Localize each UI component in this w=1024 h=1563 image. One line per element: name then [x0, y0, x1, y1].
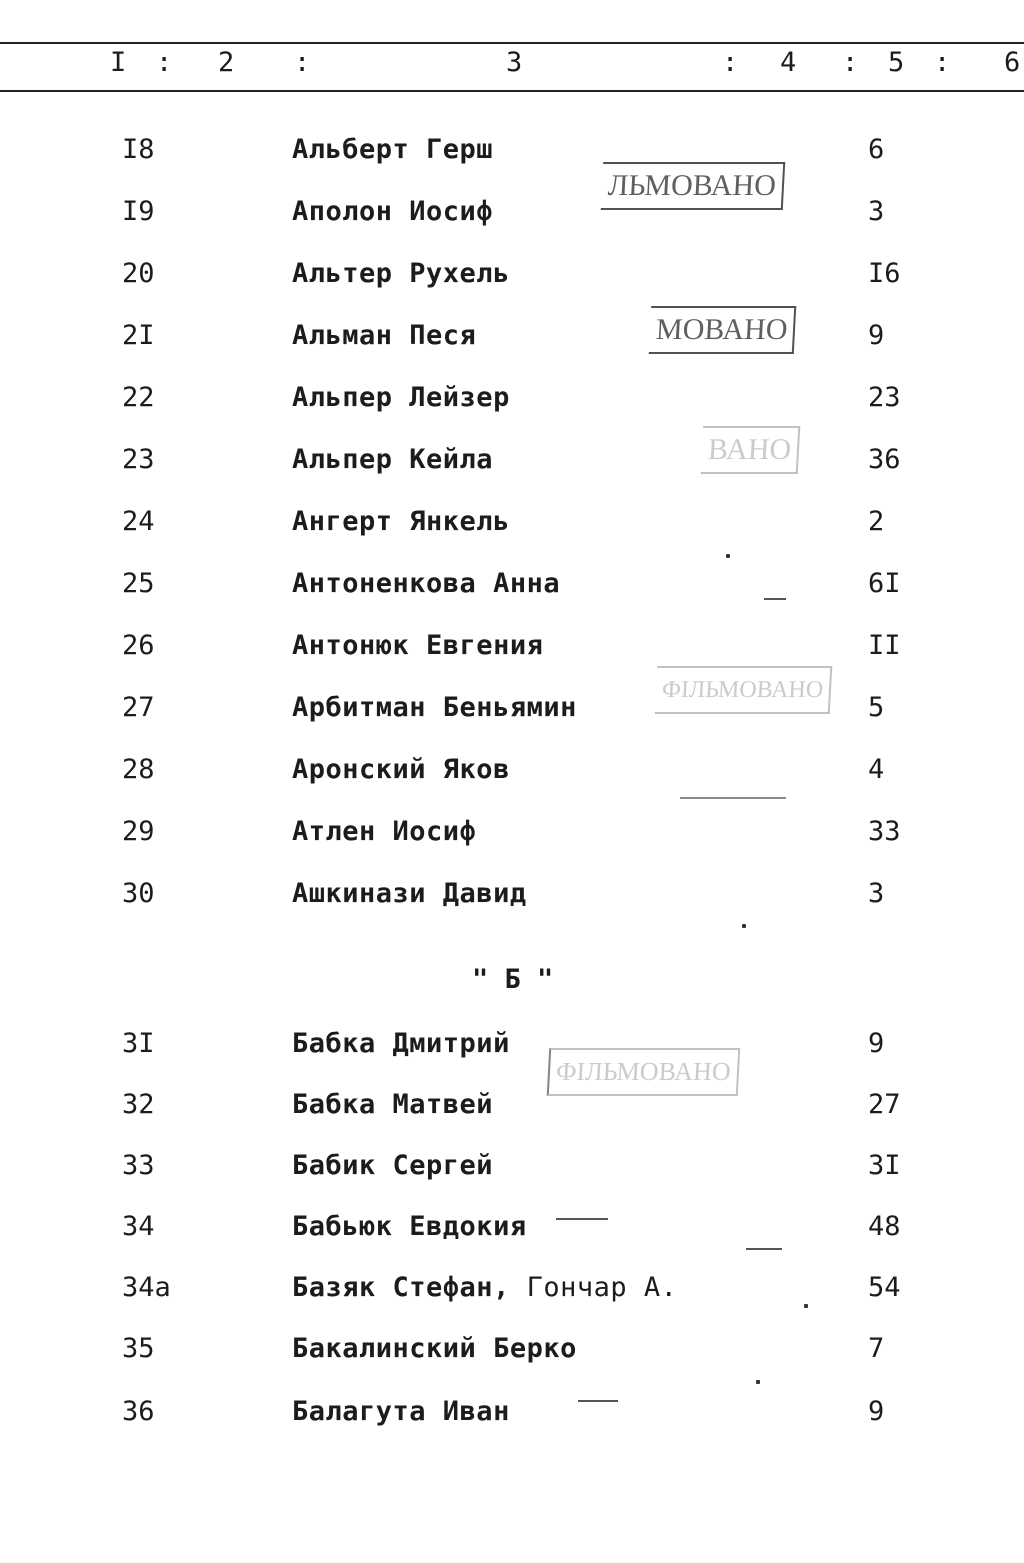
column-separator: :	[722, 47, 739, 78]
person-name: Ангерт Янкель	[292, 506, 510, 537]
list-row	[0, 1146, 1024, 1186]
row-count: 2	[868, 506, 885, 537]
list-row	[0, 254, 1024, 294]
column-separator: :	[842, 47, 859, 78]
list-row	[0, 192, 1024, 232]
person-name: Ашкинази Давид	[292, 878, 527, 909]
header-bottom-rule	[0, 90, 1024, 92]
person-name: Альпер Лейзер	[292, 382, 510, 413]
row-count: 3	[868, 878, 885, 909]
ink-dash	[556, 1218, 608, 1220]
archive-stamp: ВАНО	[701, 426, 801, 474]
row-number: 24	[122, 506, 155, 537]
row-count: II	[868, 630, 901, 661]
list-row	[0, 1024, 1024, 1064]
person-name: Бакалинский Берко	[292, 1333, 577, 1364]
list-row	[0, 1392, 1024, 1432]
list-row	[0, 564, 1024, 604]
row-number: 29	[122, 816, 155, 847]
row-number: 34а	[122, 1272, 171, 1303]
person-name: Альтер Рухель	[292, 258, 510, 289]
person-name: Арбитман Беньямин	[292, 692, 577, 723]
row-number: 2I	[122, 320, 155, 351]
row-number: I8	[122, 134, 155, 165]
ink-speck	[742, 924, 746, 928]
person-name: Бабик Сергей	[292, 1150, 494, 1181]
row-count: 54	[868, 1272, 901, 1303]
list-row	[0, 688, 1024, 728]
list-row	[0, 1329, 1024, 1369]
ink-dash	[578, 1400, 618, 1402]
row-number: 36	[122, 1396, 155, 1427]
row-count: 5	[868, 692, 885, 723]
row-count: 48	[868, 1211, 901, 1242]
row-number: 3I	[122, 1028, 155, 1059]
row-count: 23	[868, 382, 901, 413]
row-number: I9	[122, 196, 155, 227]
list-row	[0, 130, 1024, 170]
list-row	[0, 626, 1024, 666]
column-3-header: 3	[506, 47, 523, 78]
row-count: 3	[868, 196, 885, 227]
list-row	[0, 874, 1024, 914]
column-separator: :	[934, 47, 951, 78]
row-count: 4	[868, 754, 885, 785]
row-number: 33	[122, 1150, 155, 1181]
list-row	[0, 1207, 1024, 1247]
list-row	[0, 1268, 1024, 1308]
row-number: 28	[122, 754, 155, 785]
ink-dash	[680, 797, 786, 799]
column-separator: :	[294, 47, 311, 78]
row-count: 33	[868, 816, 901, 847]
person-name: Бабка Матвей	[292, 1089, 494, 1120]
row-number: 20	[122, 258, 155, 289]
ink-speck	[756, 1380, 760, 1384]
row-count: 6I	[868, 568, 901, 599]
section-heading-b: " Б "	[472, 964, 554, 995]
archive-stamp: МОВАНО	[649, 306, 797, 354]
archive-stamp: ФІЛЬМОВАНО	[547, 1048, 740, 1096]
row-number: 26	[122, 630, 155, 661]
column-5-header: 5	[888, 47, 905, 78]
row-number: 35	[122, 1333, 155, 1364]
archive-stamp: ФІЛЬМОВАНО	[655, 666, 833, 714]
row-count: 9	[868, 1028, 885, 1059]
person-name: Балагута Иван	[292, 1396, 510, 1427]
row-number: 22	[122, 382, 155, 413]
column-separator: :	[156, 47, 173, 78]
person-name	[292, 1268, 677, 1308]
row-count: 6	[868, 134, 885, 165]
column-1-header: I	[110, 47, 127, 78]
list-row	[0, 750, 1024, 790]
person-name: Антонюк Евгения	[292, 630, 544, 661]
list-row	[0, 316, 1024, 356]
person-name: Атлен Иосиф	[292, 816, 477, 847]
person-name: Бабка Дмитрий	[292, 1028, 510, 1059]
ink-speck	[804, 1304, 808, 1308]
row-count: 3I	[868, 1150, 901, 1181]
ink-speck	[726, 554, 730, 558]
row-count: 9	[868, 320, 885, 351]
person-name: Альберт Герш	[292, 134, 494, 165]
archive-stamp: ЛЬМОВАНО	[601, 162, 785, 210]
row-number: 30	[122, 878, 155, 909]
person-name-primary: Базяк Стефан,	[292, 1272, 510, 1303]
person-name: Аронский Яков	[292, 754, 510, 785]
person-name-secondary: Гончар А.	[526, 1272, 678, 1303]
column-6-header: 6	[1004, 47, 1021, 78]
column-2-header: 2	[218, 47, 235, 78]
row-count: 36	[868, 444, 901, 475]
row-number: 32	[122, 1089, 155, 1120]
column-4-header: 4	[780, 47, 797, 78]
person-name: Альпер Кейла	[292, 444, 494, 475]
row-number: 25	[122, 568, 155, 599]
row-number: 34	[122, 1211, 155, 1242]
list-row	[0, 440, 1024, 480]
list-row	[0, 378, 1024, 418]
row-count: 7	[868, 1333, 885, 1364]
row-count: 9	[868, 1396, 885, 1427]
ink-dash	[764, 598, 786, 600]
header-top-rule	[0, 42, 1024, 44]
list-row	[0, 1085, 1024, 1125]
row-count: I6	[868, 258, 901, 289]
ink-dash	[746, 1248, 782, 1250]
row-number: 27	[122, 692, 155, 723]
row-number: 23	[122, 444, 155, 475]
person-name: Аполон Иосиф	[292, 196, 494, 227]
person-name: Бабьюк Евдокия	[292, 1211, 527, 1242]
list-row	[0, 502, 1024, 542]
list-row	[0, 812, 1024, 852]
person-name: Антоненкова Анна	[292, 568, 561, 599]
row-count: 27	[868, 1089, 901, 1120]
person-name: Альман Песя	[292, 320, 477, 351]
